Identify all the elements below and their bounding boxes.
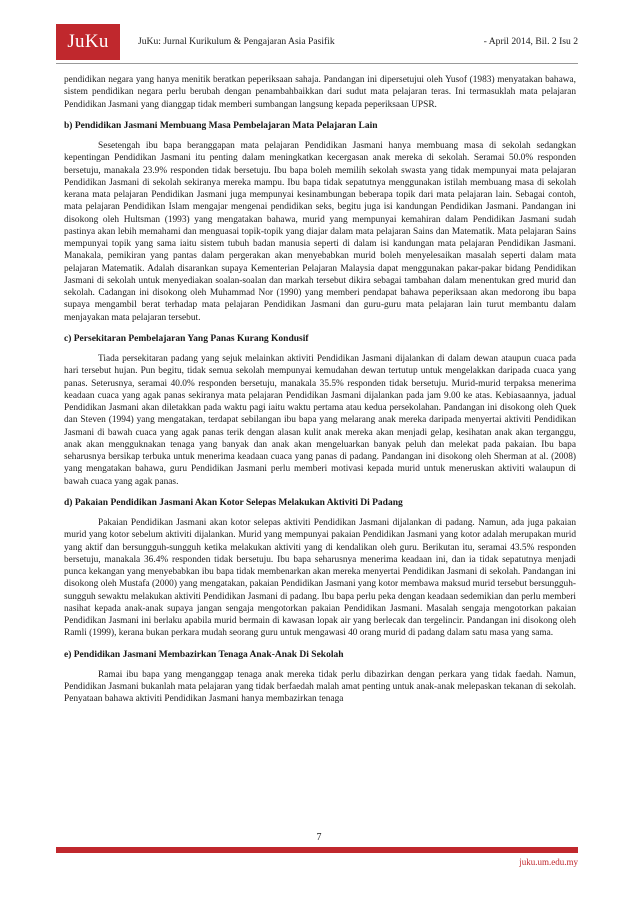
journal-logo: JuKu	[56, 24, 120, 60]
section-heading-d: d) Pakaian Pendidikan Jasmani Akan Kotor Selepas Melakukan Aktiviti Di Padang	[64, 497, 403, 508]
section-heading-b: b) Pendidikan Jasmani Membuang Masa Pembelajaran Mata Pelajaran Lain	[64, 120, 378, 131]
article-body	[64, 74, 576, 715]
header-divider	[56, 63, 578, 64]
journal-title: JuKu: Jurnal Kurikulum & Pengajaran Asia Pasifik	[138, 36, 335, 47]
paragraph-d: Pakaian Pendidikan Jasmani akan kotor selepas aktiviti Pendidikan Jasmani dijalankan di padang. Namun, ada juga pakaian murid yang kotor sebelum aktiviti dijalankan. Murid yang mempunyai pakaian Pendidikan Jasmani yang kotor adalah merupakan murid yang aktif dan bersungguh-sungguh ketika melakukan aktiviti yang di kendalikan oleh guru. Berikutan itu, seramai 43.5% responden bersetuju, manakala 36.4% responden tidak bersetuju. Ibu bapa seharusnya menerima keadaan ini, dan ia tidak sepatutnya menjadi punca kekangan yang menyebabkan ibu bapa tidak membenarkan akan mereka menyertai Pendidikan Jasmani di sekolah. Pandangan ini disokong oleh Mustafa (2000) yang mengatakan, pakaian Pendidikan Jasmani yang kotor membawa maksud murid tersebut bersungguh-sungguh sewaktu melakukan aktiviti Pendidikan Jasmani di padang. Ibu bapa perlu peka dengan keadaan sedemikian dan perlu memberi nasihat kepada anak-anak supaya jangan sengaja mengotorkan pakaian Pendidikan Jasmani. Masalah sengaja mengotorkan pakaian Pendidikan Jasmani ini berlaku apabila murid bermain di kawasan lopak air yang berlecak dan tergelincir. Pandangan ini disokong oleh Ramli (1999), kerana bukan perkara mudah seorang guru untuk mengawasi 40 orang murid di padang dalam satu masa yang sama.	[64, 518, 576, 639]
paragraph-b: Sesetengah ibu bapa beranggapan mata pelajaran Pendidikan Jasmani hanya membuang masa di sekolah sedangkan kepentingan Pendidikan Jasmani itu penting dalam meningkatkan kecergasan anak mereka di sekolah. Seramai 50.0% responden bersetuju, manakala 23.9% responden tidak bersetuju. Ibu bapa boleh memilih sekolah swasta yang tidak mempunyai mata pelajaran Pendidikan Jasmani di sekolah sekiranya mereka mampu. Ibu bapa tidak sepatutnya menggunakan istilah membuang masa di sekolah kerana mata pelajaran Pendidikan Jasmani juga mempunyai kesinambungan beberapa topik dari mata pelajaran lain. Sebagai contoh, mata pelajaran Pendidikan Islam mengajar mengenai pendidikan seks, begitu juga isi kandungan Pendidikan Jasmani. Pandangan ini disokong oleh Hultsman (1993) yang mengatakan bahawa, murid yang mempunyai kemahiran dalam Pendidikan Jasmani sudah pastinya akan lebih memahami dan menguasai topik-topik yang diajar dalam mata pelajaran Sains dan Matematik. Mata pelajaran Sains mempunyai topik yang sama iaitu sistem tubuh badan manusia seperti di dalam isi kandungan mata pelajaran Pendidikan Jasmani. Manakala, pemikiran yang pantas dalam pergerakan akan menyebabkan murid boleh menyelesaikan masalah seperti dalam mata pelajaran Matematik. Adalah disarankan supaya Kementerian Pelajaran Malaysia dapat menggunakan pakar-pakar bidang Pendidikan Jasmani di sekolah untuk menyediakan soalan-soalan dan markah tersebut dikira sebagai tambahan dalam menentukan gred murid dan sekolah. Cadangan ini disokong oleh Muhammad Nor (1990) yang memberi pendapat bahawa peperiksaan akan medorong ibu bapa supaya mengambil berat terhadap mata pelajaran Pendidikan Jasmani dan guru-guru mata pelajaran lain turut membantu dalam menjayakan mata pelajaran tersebut.	[64, 141, 576, 323]
section-heading-c: c) Persekitaran Pembelajaran Yang Panas Kurang Kondusif	[64, 333, 309, 344]
paragraph-c: Tiada persekitaran padang yang sejuk melainkan aktiviti Pendidikan Jasmani dijalankan di dalam dewan ataupun cuaca pada hari tersebut hujan. Pun begitu, tidak semua sekolah mempunyai kemudahan dewan tertutup untuk mengelakkan daripada cuaca yang panas. Seterusnya, seramai 40.0% responden bersetuju, manakala 35.5% responden tidak bersetuju. Murid-murid terpaksa menerima keadaan cuaca yang agak panas sekiranya mata pelajaran Pendidikan Jasmani dijalankan pada jam 9.00 ke atas. Kebiasaannya, jadual Pendidikan Jasmani akan diletakkan pada waktu pagi iaitu waktu pertama atau kedua persekolahan. Pandangan ini disokong oleh Quek dan Steven (1994) yang mengatakan, terdapat sebilangan ibu bapa yang melarang anak mereka daripada menyertai aktiviti Pendidikan Jasmani di bawah cuaca yang agak panas terik dengan alasan kulit anak mereka akan menjadi gelap, kesihatan anak akan terganggu, anak akan mengguknakan tenaga yang banyak dan anak akan mengeluarkan banyak peluh dan melekat pada pakaian. Ibu bapa seharusnya bersikap terbuka untuk menerima keadaan cuaca yang panas di padang. Pandangan ini disokong oleh Sherman at al. (2008) yang mengatakan bahawa, guru Pendidikan Jasmani perlu memberi motivasi kepada murid untuk meneruskan aktiviti walaupun di bawah cuaca yang agak panas.	[64, 354, 576, 487]
footer-url-link[interactable]: juku.um.edu.my	[519, 857, 578, 867]
running-header	[138, 36, 578, 47]
section-heading-e: e) Pendidikan Jasmani Membazirkan Tenaga Anak-Anak Di Sekolah	[64, 649, 344, 660]
footer-bar	[56, 847, 578, 853]
page-number: 7	[316, 832, 322, 843]
paragraph-intro: pendidikan negara yang hanya menitik beratkan peperiksaan sahaja. Pandangan ini dipersetujui oleh Yusof (1983) menyatakan bahawa, sistem pendidikan negara perlu berubah dengan penambahbaikkan dari sudut mata pelajaran teras. Ini termasuklah mata pelajaran Pendidikan Jasmani yang dianggap tidak memberi sumbangan langsung kepada peperiksaan UPSR.	[64, 75, 576, 110]
issue-info: - April 2014, Bil. 2 Isu 2	[483, 36, 578, 47]
paragraph-e: Ramai ibu bapa yang menganggap tenaga anak mereka tidak perlu dibazirkan dengan perkara yang tidak faedah. Namun, Pendidikan Jasmani bukanlah mata pelajaran yang tidak berfaedah malah amat penting untuk anak-anak melepaskan tekanan di sekolah. Penyataan bahawa aktiviti Pendidikan Jasmani hanya membazirkan tenaga	[64, 669, 576, 705]
